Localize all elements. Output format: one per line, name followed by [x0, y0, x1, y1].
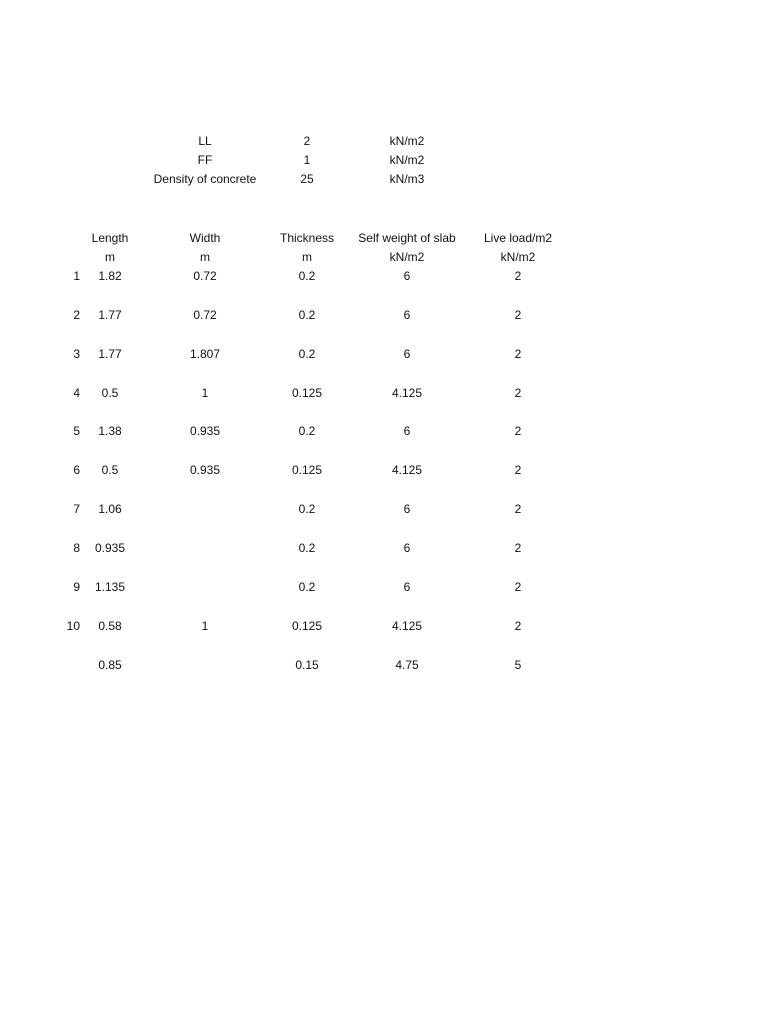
- cell-length: 0.5: [101, 463, 119, 477]
- param-value-ff: 1: [303, 153, 311, 167]
- cell-length: 1.77: [98, 347, 122, 361]
- cell-self-weight: 6: [403, 424, 411, 438]
- param-unit-ff: kN/m2: [389, 153, 425, 167]
- row-number: 5: [73, 424, 80, 438]
- cell-live-load: 2: [514, 269, 522, 283]
- cell-thickness: 0.2: [298, 308, 316, 322]
- param-value-ll: 2: [303, 134, 311, 148]
- cell-width: 0.72: [193, 269, 217, 283]
- unit-width: m: [200, 250, 210, 264]
- row-number: 2: [73, 308, 80, 322]
- row-number: 10: [66, 619, 80, 633]
- cell-thickness: 0.2: [298, 541, 316, 555]
- row-number: 4: [73, 386, 80, 400]
- param-value-density: 25: [300, 172, 314, 186]
- cell-self-weight: 6: [403, 347, 411, 361]
- cell-live-load: 2: [514, 463, 522, 477]
- cell-width: 1: [201, 619, 209, 633]
- cell-width: 1: [201, 386, 209, 400]
- cell-thickness: 0.2: [298, 424, 316, 438]
- cell-length: 1.77: [98, 308, 122, 322]
- header-self-weight: Self weight of slab: [358, 231, 456, 245]
- header-length: Length: [91, 231, 129, 245]
- cell-self-weight: 6: [403, 502, 411, 516]
- header-width: Width: [189, 231, 221, 245]
- unit-live-load: kN/m2: [500, 250, 536, 264]
- row-number: 9: [73, 580, 80, 594]
- unit-length: m: [105, 250, 115, 264]
- cell-self-weight: 6: [403, 269, 411, 283]
- cell-width: 0.935: [189, 424, 221, 438]
- row-number: 7: [73, 502, 80, 516]
- cell-length: 0.935: [94, 541, 126, 555]
- cell-live-load: 2: [514, 308, 522, 322]
- cell-width: 0.935: [189, 463, 221, 477]
- cell-length: 1.06: [98, 502, 122, 516]
- cell-width: 0.72: [193, 308, 217, 322]
- cell-live-load: 2: [514, 502, 522, 516]
- cell-thickness: 0.125: [291, 386, 323, 400]
- cell-live-load: 2: [514, 541, 522, 555]
- cell-length: 1.38: [98, 424, 122, 438]
- unit-thickness: m: [302, 250, 312, 264]
- cell-length: 1.82: [98, 269, 122, 283]
- cell-thickness: 0.125: [291, 463, 323, 477]
- param-label-ff: FF: [197, 153, 213, 167]
- param-unit-density: kN/m3: [389, 172, 425, 186]
- cell-self-weight: 4.125: [391, 386, 423, 400]
- cell-self-weight: 4.125: [391, 619, 423, 633]
- cell-width: 1.807: [189, 347, 221, 361]
- cell-live-load: 2: [514, 424, 522, 438]
- cell-length: 0.85: [98, 658, 122, 672]
- cell-live-load: 2: [514, 347, 522, 361]
- param-unit-ll: kN/m2: [389, 134, 425, 148]
- param-label-density: Density of concrete: [153, 172, 257, 186]
- row-number: 1: [73, 269, 80, 283]
- cell-thickness: 0.125: [291, 619, 323, 633]
- cell-live-load: 2: [514, 386, 522, 400]
- cell-thickness: 0.2: [298, 580, 316, 594]
- row-number: 8: [73, 541, 80, 555]
- cell-self-weight: 4.75: [395, 658, 419, 672]
- unit-self-weight: kN/m2: [389, 250, 425, 264]
- cell-live-load: 2: [514, 619, 522, 633]
- cell-length: 0.58: [98, 619, 122, 633]
- cell-thickness: 0.2: [298, 502, 316, 516]
- cell-self-weight: 6: [403, 308, 411, 322]
- cell-self-weight: 6: [403, 541, 411, 555]
- cell-length: 1.135: [94, 580, 126, 594]
- cell-live-load: 5: [514, 658, 522, 672]
- row-number: 3: [73, 347, 80, 361]
- cell-thickness: 0.2: [298, 269, 316, 283]
- cell-self-weight: 6: [403, 580, 411, 594]
- cell-thickness: 0.15: [295, 658, 319, 672]
- cell-thickness: 0.2: [298, 347, 316, 361]
- param-label-ll: LL: [198, 134, 212, 148]
- header-live-load: Live load/m2: [483, 231, 553, 245]
- cell-live-load: 2: [514, 580, 522, 594]
- header-thickness: Thickness: [279, 231, 335, 245]
- row-number: 6: [73, 463, 80, 477]
- cell-self-weight: 4.125: [391, 463, 423, 477]
- cell-length: 0.5: [101, 386, 119, 400]
